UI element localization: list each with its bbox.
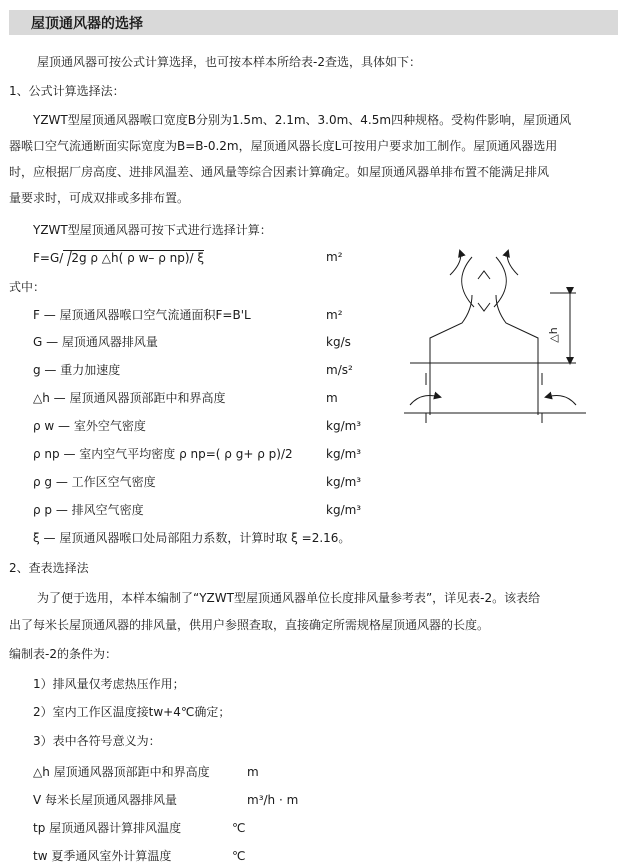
page-title: 屋顶通风器的选择 (31, 16, 143, 32)
para1-line1: YZWT型屋顶通风器喉口宽度B分别为1.5m、2.1m、3.0m、4.5m四种规格。受构件影响，屋顶通风 (33, 113, 572, 127)
symbol-unit: m² (326, 308, 343, 322)
symbol-text: G — 屋顶通风器排风量 (33, 335, 158, 349)
symbol-text: g — 重力加速度 (33, 363, 121, 377)
symbol-unit: kg/m³ (326, 503, 362, 517)
roof-outline-right (496, 295, 538, 415)
flow-chevron-up (478, 271, 490, 279)
condition-item: 1）排风量仅考虑热压作用； (33, 677, 185, 691)
symbol-text: F — 屋顶通风器喉口空气流通面积F=B'L (33, 308, 251, 322)
symbol-unit: m/s² (326, 363, 353, 377)
def-unit: m (247, 765, 259, 779)
formula-left: F=G/ (33, 251, 64, 265)
dh-label: △h (547, 327, 560, 343)
roof-outline-left (430, 295, 472, 415)
def-symbol: V 每米长屋顶通风器排风量 (33, 793, 178, 807)
flow-chevron-down (478, 303, 490, 311)
formula-unit: m² (326, 250, 343, 264)
inflow-arrow-right (546, 395, 576, 405)
section2-line1: 为了便于选用，本样本编制了“YZWT型屋顶通风器单位长度排风量参考表”，详见表-2。该表给 (37, 591, 541, 605)
symbol-unit: m (326, 391, 338, 405)
symbol-unit: kg/m³ (326, 419, 362, 433)
def-symbol: △h 屋顶通风器顶部距中和界高度 (33, 765, 210, 779)
condition-item: 2）室内工作区温度接tw+4℃确定； (33, 705, 231, 719)
intake-arrow-left (450, 251, 461, 275)
symbol-unit: kg/m³ (326, 447, 362, 461)
para1-line4: 量要求时，可成双排或多排布置。 (9, 191, 190, 205)
symbol-text: △h — 屋顶通风器顶部距中和界高度 (33, 391, 226, 405)
intake-arrow-right (507, 251, 518, 275)
def-symbol: tw 夏季通风室外计算温度 (33, 849, 172, 863)
symbol-unit: kg/s (326, 335, 351, 349)
section2-heading: 2、查表选择法 (9, 561, 89, 575)
xi-line: ξ — 屋顶通风器喉口处局部阻力系数，计算时取 ξ =2.16。 (33, 531, 351, 545)
symbol-text: ρ np — 室内空气平均密度 ρ np=( ρ g+ ρ p)/2 (33, 447, 293, 461)
title-bar (9, 10, 618, 35)
formula-radical (63, 250, 204, 265)
formula-radicand: 2g ρ △h( ρ w– ρ np)/ ξ (71, 251, 205, 265)
para2: YZWT型屋顶通风器可按下式进行选择计算： (33, 223, 272, 237)
inflow-arrow-left (410, 395, 440, 405)
ventilator-diagram (400, 245, 590, 430)
def-unit: m³/h · m (247, 793, 299, 807)
conditions-label: 编制表-2的条件为： (9, 647, 117, 661)
condition-item: 3）表中各符号意义为： (33, 734, 161, 748)
intro-text: 屋顶通风器可按公式计算选择，也可按本样本所给表-2查选，具体如下： (37, 55, 421, 69)
symbol-unit: kg/m³ (326, 475, 362, 489)
where-label: 式中： (9, 280, 46, 294)
symbol-text: ρ g — 工作区空气密度 (33, 475, 156, 489)
def-unit: ℃ (232, 821, 246, 835)
section2-line2: 出了每米长屋顶通风器的排风量，供用户参照查取，直接确定所需规格屋顶通风器的长度。 (9, 618, 490, 632)
section1-heading: 1、公式计算选择法： (9, 84, 125, 98)
para1-line3: 时，应根据厂房高度、进排风温差、通风量等综合因素计算确定。如屋顶通风器单排布置不能满足排风 (9, 165, 550, 179)
formula (33, 250, 204, 265)
symbol-text: ρ w — 室外空气密度 (33, 419, 146, 433)
def-unit: ℃ (232, 849, 246, 863)
para1-line2: 器喉口空气流通断面实际宽度为B=B-0.2m，屋顶通风器长度L可按用户要求加工制作。屋顶通风器选用 (9, 139, 558, 153)
symbol-text: ρ p — 排风空气密度 (33, 503, 144, 517)
def-symbol: tp 屋顶通风器计算排风温度 (33, 821, 182, 835)
